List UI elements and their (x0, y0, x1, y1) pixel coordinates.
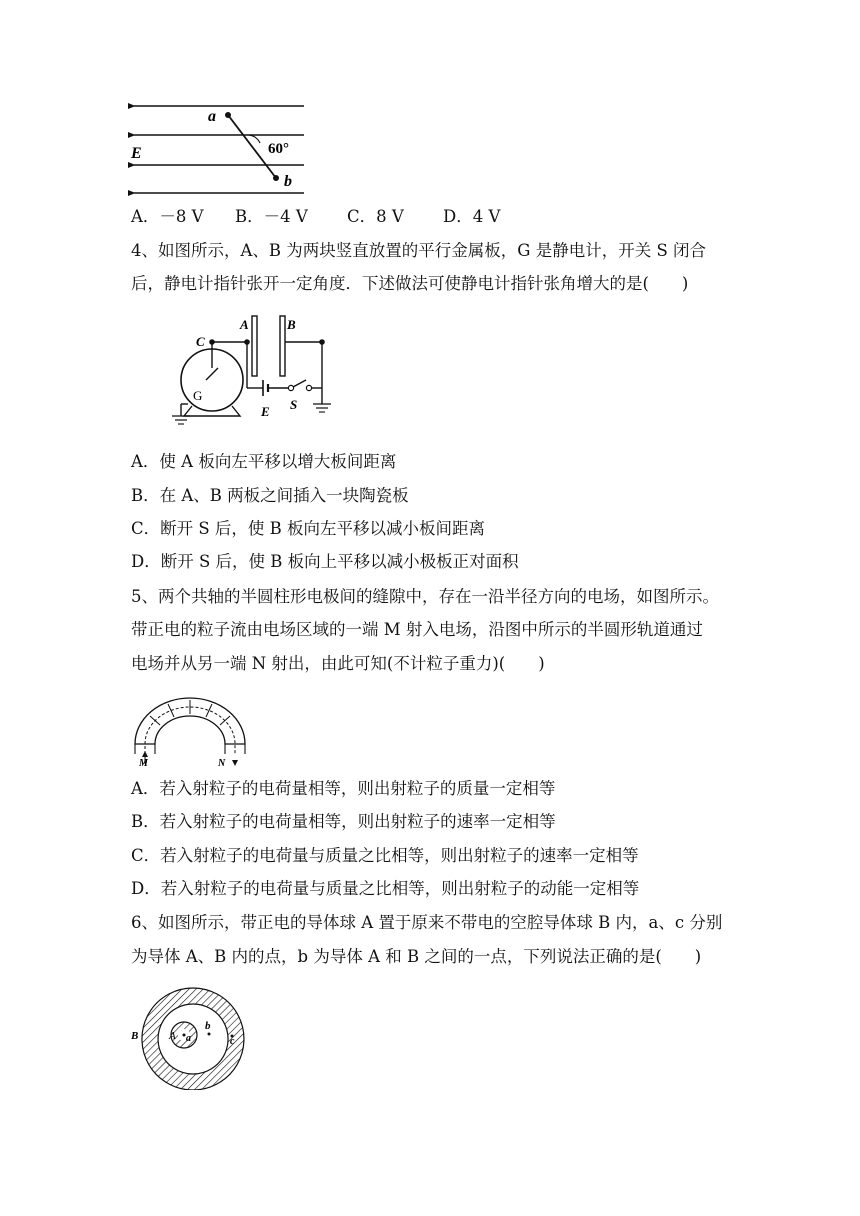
label-b: b (205, 1020, 211, 1032)
label-M: M (139, 758, 148, 766)
label-E: E (131, 145, 142, 162)
label-c: c (230, 1036, 235, 1047)
q3-field-figure (128, 98, 308, 200)
label-B: B (131, 1030, 139, 1042)
q5-electrode-figure (130, 694, 250, 766)
q4-choice-d[interactable]: D．断开 S 后，使 B 板向上平移以减小极板正对面积 (131, 552, 519, 571)
q3-choice-b[interactable]: B．－4 V (235, 207, 308, 226)
label-E: E (261, 404, 270, 419)
q5-choice-a[interactable]: A．若入射粒子的电荷量相等，则出射粒子的质量一定相等 (131, 779, 556, 798)
label-G: G (193, 388, 203, 403)
label-N: N (218, 758, 226, 766)
q4-circuit-figure (160, 312, 340, 432)
plate-b (280, 316, 285, 376)
q4-stem-line-2: 后，静电计指针张开一定角度．下述做法可使静电计指针张角增大的是( ) (131, 274, 689, 293)
q4-stem-line-1: 4、如图所示，A、B 为两块竖直放置的平行金属板，G 是静电计，开关 S 闭合 (131, 241, 707, 260)
q3-choice-a[interactable]: A．－8 V (131, 207, 204, 226)
q4-choice-c[interactable]: C．断开 S 后，使 B 板向左平移以减小板间距离 (131, 519, 486, 538)
label-A: A (169, 1030, 176, 1042)
q6-stem-line-1: 6、如图所示，带正电的导体球 A 置于原来不带电的空腔导体球 B 内，a、c 分别 (131, 913, 723, 932)
q5-choice-b[interactable]: B．若入射粒子的电荷量相等，则出射粒子的速率一定相等 (131, 812, 556, 831)
plate-a (252, 316, 257, 376)
q3-choice-d[interactable]: D．4 V (443, 207, 501, 226)
q5-stem-line-1: 5、两个共轴的半圆柱形电极间的缝隙中，存在一沿半径方向的电场，如图所示。 (131, 587, 719, 606)
q5-stem-line-2: 带正电的粒子流由电场区域的一端 M 射入电场，沿图中所示的半圆形轨道通过 (131, 620, 703, 639)
label-b: b (284, 173, 292, 190)
label-a: a (186, 1033, 191, 1044)
q5-choice-c[interactable]: C．若入射粒子的电荷量与质量之比相等，则出射粒子的速率一定相等 (131, 846, 639, 865)
label-B: B (287, 317, 296, 332)
label-a: a (208, 108, 216, 125)
label-angle: 60° (268, 141, 289, 157)
q6-stem-line-2: 为导体 A、B 内的点，b 为导体 A 和 B 之间的一点，下列说法正确的是( ) (131, 947, 702, 966)
q6-spheres-figure (128, 986, 252, 1090)
q5-stem-line-3: 电场并从另一端 N 射出，由此可知(不计粒子重力)( ) (131, 654, 545, 673)
q5-choice-d[interactable]: D．若入射粒子的电荷量与质量之比相等，则出射粒子的动能一定相等 (131, 879, 640, 898)
label-A: A (240, 317, 249, 332)
q4-choice-b[interactable]: B．在 A、B 两板之间插入一块陶瓷板 (131, 486, 409, 505)
label-C: C (196, 334, 205, 349)
q4-choice-a[interactable]: A．使 A 板向左平移以增大板间距离 (131, 452, 397, 471)
label-S: S (290, 397, 298, 412)
q3-choices (131, 206, 500, 228)
q3-choice-c[interactable]: C．8 V (347, 207, 404, 226)
